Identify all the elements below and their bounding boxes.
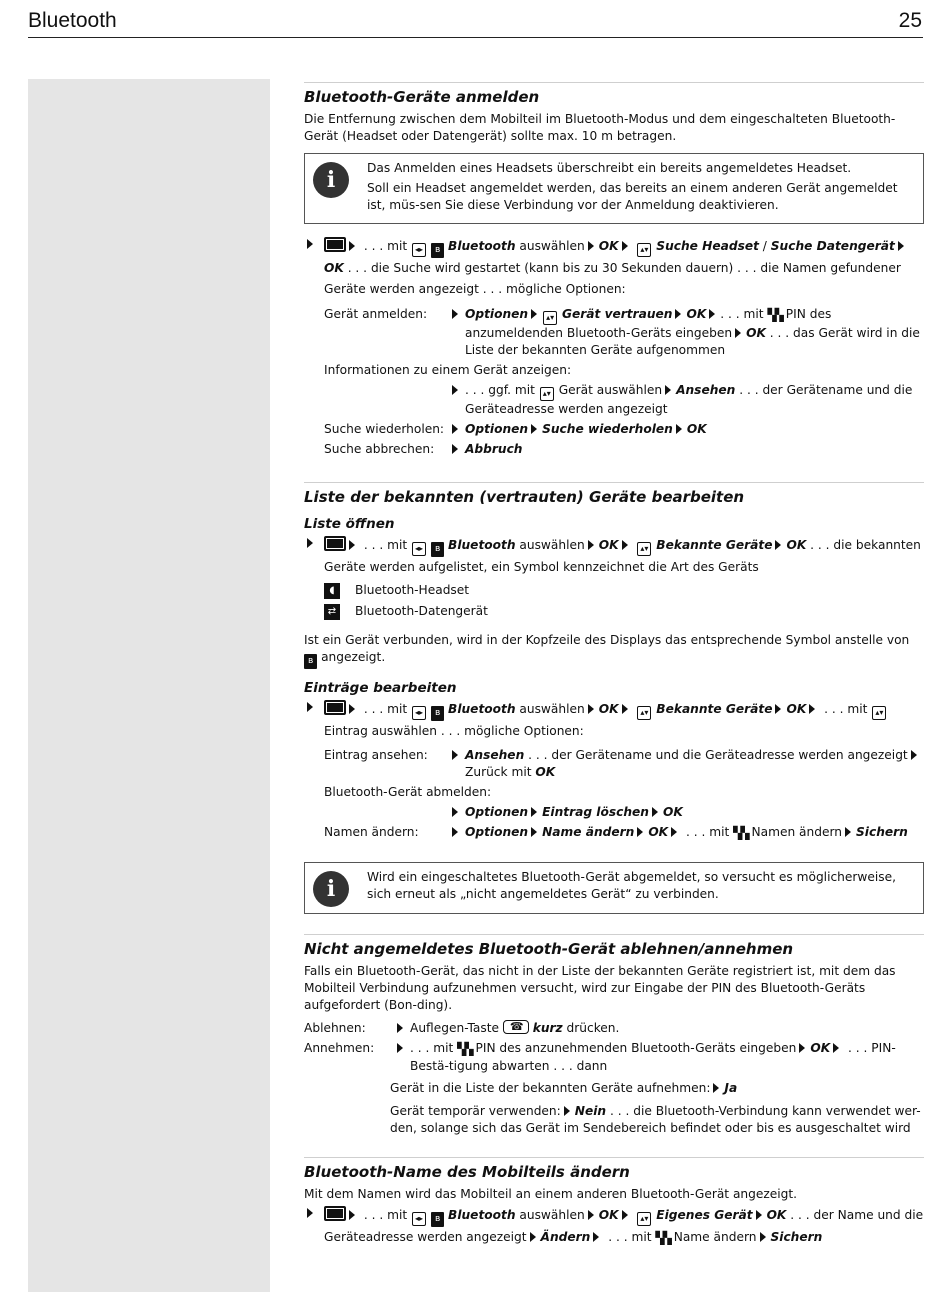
paragraph: Die Entfernung zwischen dem Mobilteil im Bluetooth-Modus und dem eingeschalteten Bluetooth-Gerät (Headset oder Datengerät) sollte max. 10 m betragen. [304,112,896,143]
data-device-icon: ⇄ [324,604,340,620]
arrow-icon [760,1232,766,1242]
arrow-icon [564,1106,570,1116]
page-number: 25 [898,9,922,32]
bluetooth-icon: ʙ [431,542,444,557]
arrow-icon [530,1232,536,1242]
bluetooth-icon: ʙ [431,1212,444,1227]
arrow-icon [531,424,537,434]
arrow-icon [349,704,355,714]
header-rule [28,37,923,38]
arrow-icon [531,807,537,817]
info-icon: i [313,871,349,907]
arrow-icon [593,1232,599,1242]
nav-key-icon: ◂▸ [412,542,426,556]
arrow-icon [452,444,458,454]
arrow-icon [756,1210,762,1220]
accept-option: Gerät in die Liste der bekannten Geräte aufnehmen: Ja [390,1081,738,1095]
arrow-icon [671,827,677,837]
arrow-icon [588,1210,594,1220]
arrow-icon [809,704,815,714]
arrow-icon [531,827,537,837]
paragraph: Ist ein Gerät verbunden, wird in der Kopfzeile des Displays das entsprechende Symbol anstelle von ʙ angezeigt. [304,632,924,669]
info-text: Das Anmelden eines Headsets überschreibt ein bereits angemeldetes Headset. [367,161,852,175]
arrow-icon [452,827,458,837]
paragraph: Mit dem Namen wird das Mobilteil an einem anderen Bluetooth-Gerät angezeigt. [304,1187,798,1201]
updown-key-icon: ▴▾ [637,706,651,720]
subsection-title: Liste öffnen [304,516,395,532]
section-rename [304,1157,924,1249]
updown-key-icon: ▴▾ [637,542,651,556]
updown-key-icon: ▴▾ [540,387,554,401]
keypad-icon: ▚▚ [767,308,782,322]
arrow-icon [588,540,594,550]
arrow-icon [799,1043,805,1053]
option-row: . . . ggf. mit ▴▾ Gerät auswählen Ansehen . . . der Gerätename und die Geräteadresse werden angezeigt [324,382,924,418]
info-text: Soll ein Headset angemeldet werden, das bereits an einem anderen Gerät angemeldet ist, müs-sen Sie diese Verbindung vor der Anmeldung deaktivieren. [367,181,898,212]
end-call-icon [503,1020,529,1034]
section-title: Liste der bekannten (vertrauten) Geräte bearbeiten [304,488,745,506]
arrow-icon [775,540,781,550]
info-text: Wird ein eingeschaltetes Bluetooth-Gerät abgemeldet, so versucht es möglicherweise, sich erneut als „nicht angemeldetes Gerät“ zu verbinden. [367,870,896,901]
keypad-icon: ▚▚ [457,1042,472,1056]
arrow-icon [452,424,458,434]
menu-key-icon [324,536,346,551]
section-known-devices [304,482,924,914]
arrow-icon [845,827,851,837]
running-header-title: Bluetooth [28,9,117,32]
symbol-row: ◖ Bluetooth-Headset [324,582,924,599]
nav-key-icon: ◂▸ [412,706,426,720]
arrow-icon [349,1210,355,1220]
section-unregistered [304,934,924,1137]
step: . . . mit ◂▸ ʙ Bluetooth auswählen OK ▴▾ Bekannte Geräte OK . . . die bekannten Geräte werden aufgelistet, ein Symbol kennzeichnet die Art des Geräts [304,535,924,578]
bluetooth-icon: ʙ [431,243,444,258]
nav-key-icon: ◂▸ [412,1212,426,1226]
step: . . . mit ◂▸ ʙ Bluetooth auswählen OK ▴▾ Bekannte Geräte OK . . . mit ▴▾ Eintrag auswählen . . . mögliche Optionen: [304,699,924,742]
menu-key-icon [324,700,346,715]
arrow-icon [622,1210,628,1220]
bluetooth-icon: ʙ [431,706,444,721]
arrow-icon [637,827,643,837]
section-title: Bluetooth-Name des Mobilteils ändern [304,1163,630,1181]
updown-key-icon: ▴▾ [637,243,651,257]
arrow-icon [307,239,313,249]
arrow-icon [452,750,458,760]
arrow-icon [349,540,355,550]
arrow-icon [675,309,681,319]
option-row: Eintrag ansehen: Ansehen . . . der Gerätename und die Geräteadresse werden angezeigt Zurück mit OK [324,747,924,781]
option-row: Optionen Eintrag löschen OK [324,804,924,821]
arrow-icon [911,750,917,760]
arrow-icon [676,424,682,434]
arrow-icon [397,1043,403,1053]
option-row: Suche wiederholen: Optionen Suche wiederholen OK [324,422,707,436]
arrow-icon [833,1043,839,1053]
arrow-icon [665,385,671,395]
arrow-icon [307,538,313,548]
arrow-icon [622,704,628,714]
arrow-icon [709,309,715,319]
option-row: Suche abbrechen: Abbruch [324,442,523,456]
keypad-icon: ▚▚ [733,826,748,840]
arrow-icon [452,807,458,817]
arrow-icon [622,241,628,251]
paragraph: Falls ein Bluetooth-Gerät, das nicht in der Liste der bekannten Geräte registriert ist, mit dem das Mobilteil Verbindung aufzunehmen versucht, wird zur Eingabe der PIN des Bluetooth-Geräts aufgefordert (Bon-ding). [304,964,896,1012]
arrow-icon [588,704,594,714]
sidebar-panel [28,79,270,1292]
arrow-icon [349,241,355,251]
option-row: Informationen zu einem Gerät anzeigen: [324,363,572,377]
subsection-title: Einträge bearbeiten [304,680,457,696]
arrow-icon [713,1083,719,1093]
arrow-icon [307,702,313,712]
arrow-icon [307,1208,313,1218]
option-row: Namen ändern: Optionen Name ändern OK . . . mit ▚▚ Namen ändern Sichern [324,825,908,840]
option-row: Annehmen: . . . mit ▚▚ PIN des anzunehmenden Bluetooth-Geräts eingeben OK . . . PIN-Bestä-tigung abwarten . . . dann [304,1041,896,1073]
arrow-icon [397,1023,403,1033]
section-title: Nicht angemeldetes Bluetooth-Gerät ablehnen/annehmen [304,940,794,958]
arrow-icon [898,241,904,251]
updown-key-icon: ▴▾ [543,311,557,325]
menu-key-icon [324,1206,346,1221]
arrow-icon [622,540,628,550]
arrow-icon [531,309,537,319]
arrow-icon [775,704,781,714]
arrow-icon [452,385,458,395]
updown-key-icon: ▴▾ [637,1212,651,1226]
arrow-icon [588,241,594,251]
info-box [304,153,924,224]
symbol-row: ⇄ Bluetooth-Datengerät [324,603,924,620]
accept-option: Gerät temporär verwenden: Nein . . . die Bluetooth-Verbindung kann verwendet wer-den, solange sich das Gerät im Sendebereich befindet oder bis es ausgeschaltet wird [390,1104,921,1135]
bluetooth-icon: ʙ [304,654,317,669]
main-content [304,82,924,1249]
option-row: Gerät anmelden: Optionen ▴▾ Gerät vertrauen OK . . . mit ▚▚ PIN des anzumeldenden Bluetooth-Geräts eingeben OK . . . das Gerät wird in die Liste der bekannten Geräte aufgenommen [324,307,920,357]
info-icon: i [313,162,349,198]
step: . . . mit ◂▸ ʙ Bluetooth auswählen OK ▴▾ Eigenes Gerät OK . . . der Name und die Geräteadresse werden angezeigt Ändern . . . mit ▚▚ Name ändern Sichern [304,1205,924,1249]
step: . . . mit ◂▸ ʙ Bluetooth auswählen OK ▴▾ Suche Headset / Suche DatengerätOK . . . die Suche wird gestartet (kann bis zu 30 Sekunden dauern) . . . die Namen gefundener Geräte werden angezeigt . . . mögliche Optionen: [304,236,924,300]
info-box [304,862,924,914]
arrow-icon [735,328,741,338]
headset-icon: ◖ [324,583,340,599]
option-row: Bluetooth-Gerät abmelden: [324,785,492,799]
nav-key-icon: ◂▸ [412,243,426,257]
updown-key-icon: ▴▾ [872,706,886,720]
arrow-icon [652,807,658,817]
option-row: Ablehnen: Auflegen-Taste ☎ kurz drücken. [304,1020,924,1037]
keypad-icon: ▚▚ [655,1231,670,1245]
menu-key-icon [324,237,346,252]
section-title: Bluetooth-Geräte anmelden [304,88,540,106]
section-register [304,82,924,458]
arrow-icon [452,309,458,319]
